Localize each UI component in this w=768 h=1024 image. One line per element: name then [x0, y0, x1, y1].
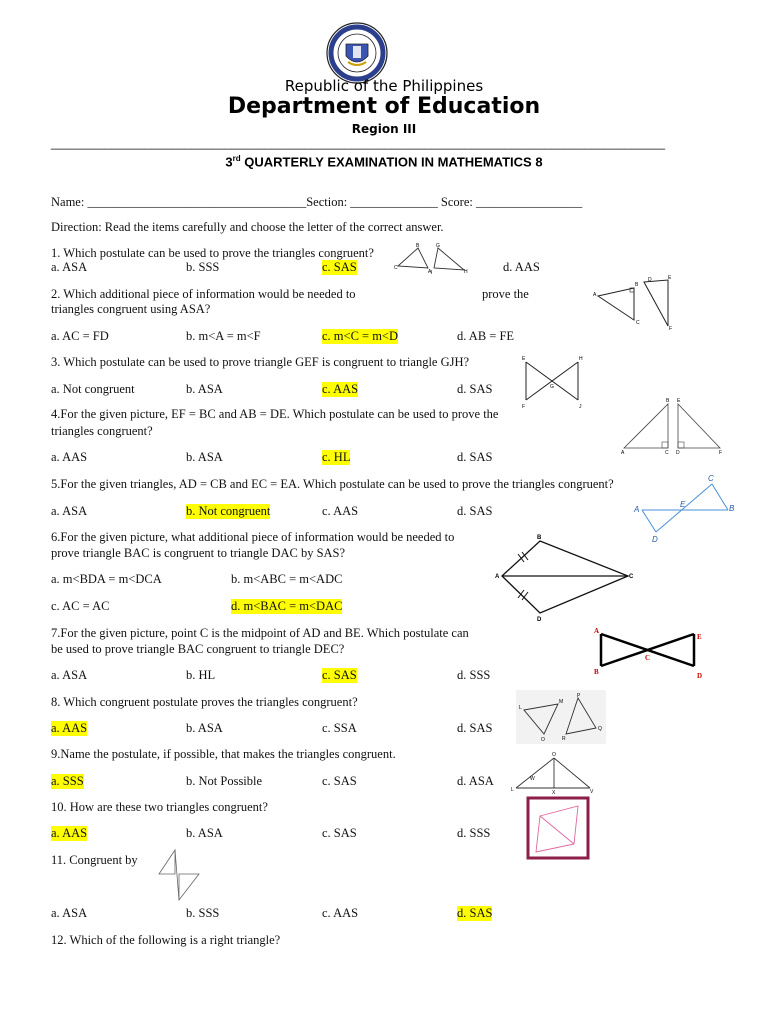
q7-text-line1: 7.For the given picture, point C is the midpoint of AD and BE. Which postulate can [51, 626, 469, 640]
q4-option-a[interactable]: a. AAS [51, 450, 88, 464]
q1-option-c[interactable]: c. SAS [322, 260, 357, 274]
q6-figure [494, 533, 638, 623]
q10-option-a[interactable]: a. AAS [51, 826, 88, 840]
q3-option-b[interactable]: b. ASA [186, 382, 223, 396]
q6-option-a[interactable]: a. m<BDA = m<DCA [51, 572, 162, 586]
q6-label-c: C [629, 574, 634, 580]
q5-label-b: B [729, 504, 735, 513]
q1-label-h: H [464, 269, 468, 275]
q6-text-line2: prove triangle BAC is congruent to triangle DAC by SAS? [51, 546, 346, 560]
q4-option-c[interactable]: c. HL [322, 450, 351, 464]
q7-label-a: A [594, 627, 600, 635]
q5-option-b[interactable]: b. Not congruent [186, 504, 271, 518]
q3-figure [518, 352, 588, 412]
q2-label-b: B [635, 282, 639, 288]
q4-label-f: F [719, 450, 723, 456]
q4-figure [616, 396, 726, 456]
q5-option-a[interactable]: a. ASA [51, 504, 88, 518]
q2-text-line2: triangles congruent using ASA? [51, 302, 211, 316]
q10-figure [526, 796, 590, 860]
department-title: Department of Education [227, 94, 541, 119]
q8-label-l: L [519, 705, 522, 711]
q9-option-a[interactable]: a. SSS [51, 774, 84, 788]
q7-label-d: D [697, 672, 703, 680]
q9-figure [510, 750, 596, 794]
q9-option-b[interactable]: b. Not Possible [186, 774, 263, 788]
q4-option-b[interactable]: b. ASA [186, 450, 223, 464]
q3-label-j: J [579, 404, 582, 410]
region-line: Region III [351, 122, 417, 136]
q1-option-b[interactable]: b. SSS [186, 260, 220, 274]
q9-text: 9.Name the postulate, if possible, that makes the triangles congruent. [51, 747, 396, 761]
q8-figure [516, 690, 606, 744]
direction-text: Direction: Read the items carefully and choose the letter of the correct answer. [51, 220, 444, 234]
q2-label-f: F [669, 326, 673, 332]
q8-label-q: Q [598, 726, 602, 732]
q4-label-a: A [621, 450, 625, 456]
q3-label-h: H [579, 356, 583, 362]
q1-option-d[interactable]: d. AAS [503, 260, 540, 274]
q2-label-d: D [648, 277, 652, 283]
q7-label-e: E [697, 633, 702, 641]
q1-label-g: G [436, 243, 440, 249]
exam-title [0, 154, 768, 169]
q7-text-line2: be used to prove triangle BAC congruent to triangle DEC? [51, 642, 345, 656]
q1-label-a: A [428, 269, 432, 275]
q6-label-d: D [537, 617, 542, 623]
q1-text: 1. Which postulate can be used to prove the triangles congruent? [51, 246, 374, 260]
q4-text-line1: 4.For the given picture, EF = BC and AB = DE. Which postulate can be used to prove the [51, 407, 499, 421]
header-rule: ____________________________________________________________________________________________ [51, 136, 665, 150]
q2-label-e: E [668, 275, 672, 281]
q7-option-c[interactable]: c. SAS [322, 668, 357, 682]
q3-text: 3. Which postulate can be used to prove triangle GEF is congruent to triangle GJH? [51, 355, 470, 369]
q1-option-a[interactable]: a. ASA [51, 260, 88, 274]
q6-option-b[interactable]: b. m<ABC = m<ADC [231, 572, 343, 586]
q3-label-e: E [522, 356, 526, 362]
q3-label-f: F [522, 404, 526, 410]
q6-label-a: A [495, 574, 500, 580]
exam-ordinal: 3 [225, 154, 233, 170]
q5-label-e: E [680, 500, 686, 509]
q6-label-b: B [537, 535, 542, 541]
q5-option-c[interactable]: c. AAS [322, 504, 359, 518]
q3-option-a[interactable]: a. Not congruent [51, 382, 135, 396]
exam-ordinal-suffix: rd [232, 154, 241, 163]
q2-option-a[interactable]: a. AC = FD [51, 329, 109, 343]
q2-option-b[interactable]: b. m<A = m<F [186, 329, 261, 343]
q11-figure [155, 846, 205, 904]
q6-text-line1: 6.For the given picture, what additional piece of information would be needed to [51, 530, 455, 544]
republic-line: Republic of the Philippines [284, 77, 484, 95]
q1-figure [392, 242, 474, 276]
q4-option-d[interactable]: d. SAS [457, 450, 493, 464]
q5-label-d: D [652, 535, 658, 544]
q11-option-a[interactable]: a. ASA [51, 906, 88, 920]
q9-label-w: W [530, 776, 535, 782]
q5-text: 5.For the given triangles, AD = CB and EC = EA. Which postulate can be used to prove the triangles congruent? [51, 477, 614, 491]
q4-label-d: D [676, 450, 680, 456]
q1-label-c: C [394, 265, 398, 271]
q5-label-c: C [708, 474, 714, 483]
q3-label-g: G [550, 384, 554, 390]
q8-label-p: P [577, 693, 581, 699]
q9-option-c[interactable]: c. SAS [322, 774, 357, 788]
q8-text: 8. Which congruent postulate proves the triangles congruent? [51, 695, 358, 709]
q9-label-x: X [552, 790, 556, 794]
q6-option-c[interactable]: c. AC = AC [51, 599, 110, 613]
q7-label-b: B [594, 668, 599, 676]
q8-label-m: M [559, 699, 564, 705]
q7-option-a[interactable]: a. ASA [51, 668, 88, 682]
q8-option-b[interactable]: b. ASA [186, 721, 223, 735]
q8-option-d[interactable]: d. SAS [457, 721, 493, 735]
q10-option-b[interactable]: b. ASA [186, 826, 223, 840]
q6-option-d[interactable]: d. m<BAC = m<DAC [231, 599, 343, 613]
q2-label-a: A [593, 292, 597, 298]
q9-label-o: O [552, 752, 556, 758]
q3-option-c[interactable]: c. AAS [322, 382, 359, 396]
q4-text-line2: triangles congruent? [51, 424, 153, 438]
name-section-score-line: Name: ___________________________________Section: ______________ Score: _________________ [51, 195, 583, 209]
q10-option-c[interactable]: c. SAS [322, 826, 357, 840]
q9-label-l: L [511, 787, 514, 793]
q11-text: 11. Congruent by [51, 853, 138, 867]
q4-label-b: B [666, 398, 670, 404]
q2-text-line1: 2. Which additional piece of information would be needed to [51, 287, 356, 301]
q3-option-d[interactable]: d. SAS [457, 382, 493, 396]
q2-text-line1-tail: prove the [482, 287, 529, 301]
q8-label-o: O [541, 737, 545, 743]
q2-figure [592, 274, 682, 332]
q11-option-c[interactable]: c. AAS [322, 906, 359, 920]
q2-label-c: C [636, 320, 640, 326]
q8-option-c[interactable]: c. SSA [322, 721, 357, 735]
q7-option-b[interactable]: b. HL [186, 668, 216, 682]
q4-label-c: C [665, 450, 669, 456]
q5-option-d[interactable]: d. SAS [457, 504, 493, 518]
q1-label-b: B [416, 243, 420, 249]
q11-option-d[interactable]: d. SAS [457, 906, 493, 920]
q5-label-a: A [634, 505, 640, 514]
deped-seal [326, 22, 388, 84]
q7-figure [590, 624, 708, 680]
q8-option-a[interactable]: a. AAS [51, 721, 88, 735]
q8-label-r: R [562, 736, 566, 742]
q2-option-c[interactable]: c. m<C = m<D [322, 329, 399, 343]
q4-label-e: E [677, 398, 681, 404]
q11-option-b[interactable]: b. SSS [186, 906, 220, 920]
q12-text: 12. Which of the following is a right triangle? [51, 933, 281, 947]
exam-title-text: QUARTERLY EXAMINATION IN MATHEMATICS 8 [240, 154, 543, 170]
q10-option-d[interactable]: d. SSS [457, 826, 491, 840]
q9-option-d[interactable]: d. ASA [457, 774, 494, 788]
q9-label-v: V [590, 789, 594, 794]
q5-figure [632, 470, 740, 546]
q10-text: 10. How are these two triangles congruent? [51, 800, 268, 814]
q7-label-c: C [645, 654, 651, 662]
q1-label-i: I [431, 270, 433, 276]
q2-option-d[interactable]: d. AB = FE [457, 329, 515, 343]
q7-option-d[interactable]: d. SSS [457, 668, 491, 682]
